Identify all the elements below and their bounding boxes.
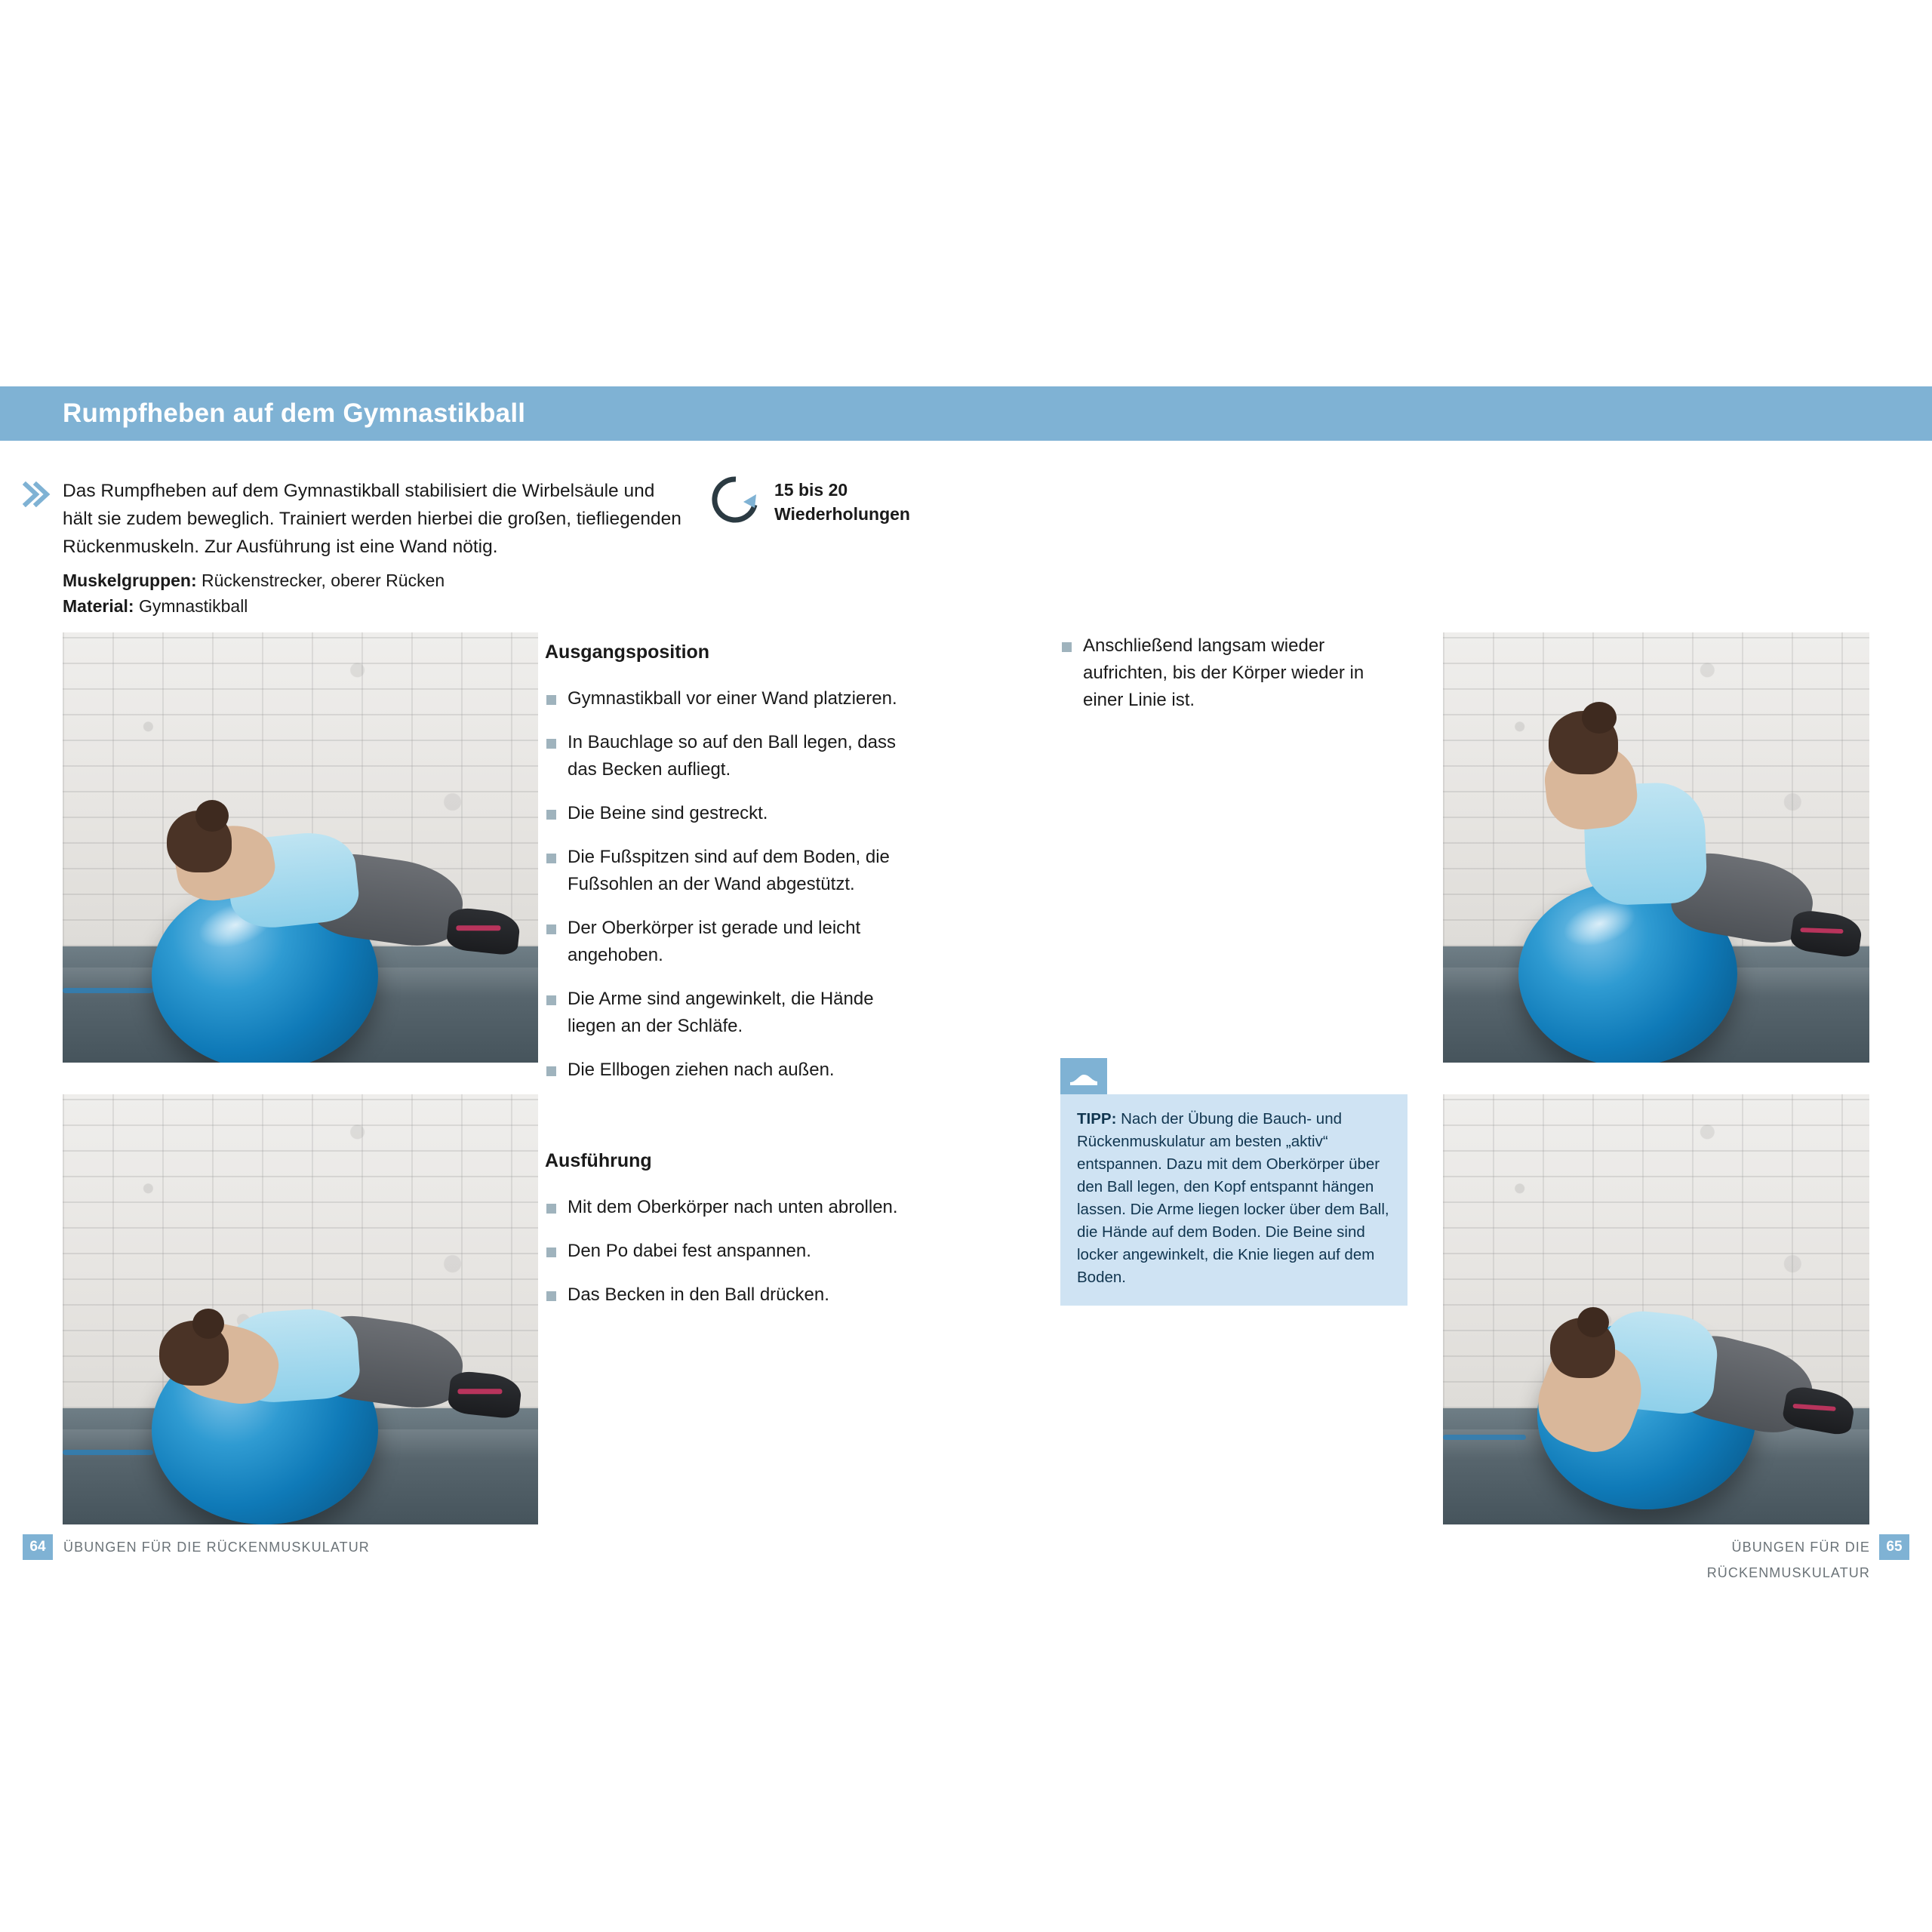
muscle-groups-label: Muskelgruppen: [63,571,197,590]
list-execution-continued [1060,632,1407,731]
list-item: Die Beine sind gestreckt. [545,800,900,827]
photo-left-top [63,632,538,1063]
shoe-icon [1069,1067,1099,1088]
list-item: Den Po dabei fest anspannen. [545,1238,900,1265]
tip-label: TIPP: [1077,1110,1117,1128]
double-chevron-right-icon [23,481,53,507]
footer-right: ÜBUNGEN FÜR DIE RÜCKENMUSKULATUR [1706,1540,1870,1580]
tip-box [1060,1094,1407,1306]
material-row [63,593,742,619]
page-number-left: 64 [23,1534,53,1560]
photo-right-top [1443,632,1869,1063]
heading-start-position: Ausgangsposition [545,641,710,663]
list-item: In Bauchlage so auf den Ball legen, dass das Becken aufliegt. [545,729,900,783]
material-label: Material: [63,596,134,616]
list-item: Die Arme sind angewinkelt, die Hände liegen an der Schläfe. [545,986,900,1040]
tip-icon-tab [1060,1058,1107,1097]
muscle-groups-row [63,568,742,593]
tip-content [1077,1108,1391,1289]
page-title: Rumpfheben auf dem Gymnastikball [63,398,526,428]
list-item: Mit dem Oberkörper nach unten abrollen. [545,1194,900,1221]
muscle-groups-value: Rückenstrecker, oberer Rücken [202,571,445,590]
tip-text: Nach der Übung die Bauch- und Rückenmuskulatur am besten „aktiv“ entspannen. Dazu mit dem Oberkörper über den Ball legen, den Kopf entspannt hängen lassen. Die Arme liegen locker über dem Ball, die Hände auf dem Boden. Die Beine sind locker angewinkelt, die Knie liegen auf dem Boden. [1077,1110,1389,1286]
repeat-circle-icon [709,473,762,526]
list-item: Die Fußspitzen sind auf dem Boden, die Fußsohlen an der Wand abgestützt. [545,844,900,898]
list-item: Anschließend langsam wieder aufrichten, bis der Körper wieder in einer Linie ist. [1060,632,1407,714]
heading-execution: Ausführung [545,1150,652,1171]
intro-paragraph: Das Rumpfheben auf dem Gymnastikball stabilisiert die Wirbelsäule und hält sie zudem beweglich. Trainiert werden hierbei die großen, tiefliegenden Rückenmuskeln. Zur Ausführung ist eine Wand nötig. [63,481,681,557]
list-item: Der Oberkörper ist gerade und leicht angehoben. [545,915,900,969]
repetitions-count: 15 bis 20 [774,480,848,500]
photo-right-bottom [1443,1094,1869,1524]
material-value: Gymnastikball [138,596,248,616]
list-item: Das Becken in den Ball drücken. [545,1281,900,1309]
repetitions-unit: Wiederholungen [774,504,910,524]
footer-left: ÜBUNGEN FÜR DIE RÜCKENMUSKULATUR [63,1540,370,1555]
list-item: Gymnastikball vor einer Wand platzieren. [545,685,900,712]
list-item: Die Ellbogen ziehen nach außen. [545,1057,900,1084]
exercise-meta [63,568,742,619]
photo-left-bottom [63,1094,538,1524]
list-execution [545,1194,900,1325]
list-start-position [545,685,900,1100]
page-number-right: 65 [1879,1534,1909,1560]
repetitions-badge [709,472,966,540]
repetitions-text [774,478,910,526]
